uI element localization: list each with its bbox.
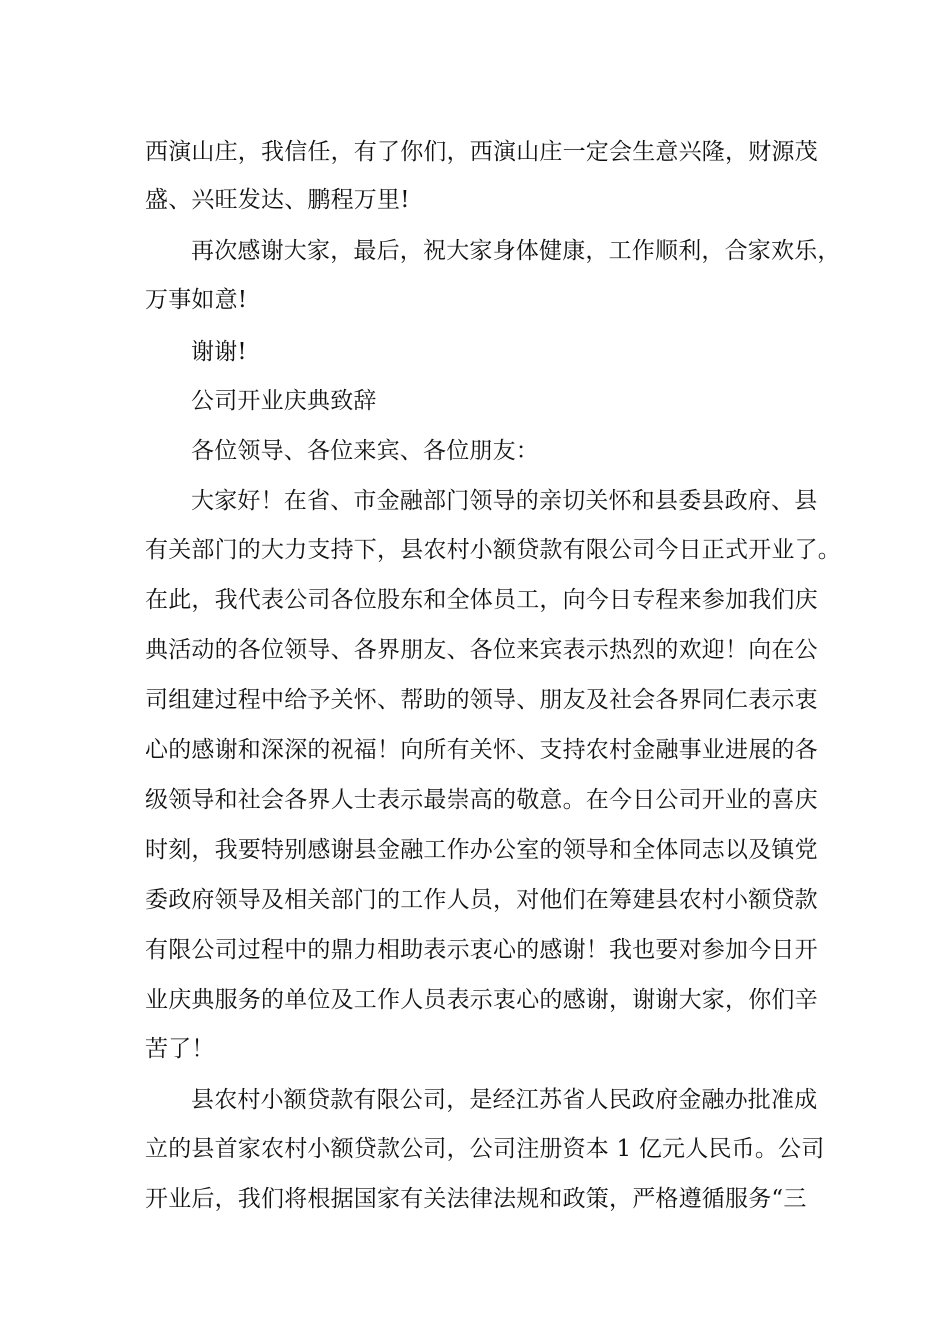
paragraph-first-line: 再次感谢大家，最后，祝大家身体健康，工作顺利，合家欢乐， (191, 238, 841, 264)
text-line: 盛、兴旺发达、鹏程万里! (145, 187, 410, 213)
closing-thanks: 谢谢! (191, 339, 247, 365)
text-line: 苦了！ (145, 1036, 215, 1062)
text-line: 心的感谢和深深的祝福！向所有关怀、支持农村金融事业进展的各 (145, 737, 818, 763)
section-title: 公司开业庆典致辞 (191, 388, 377, 414)
text-line: 开业后，我们将根据国家有关法律法规和政策，严格遵循服务“三 (145, 1186, 807, 1212)
text-line: 司组建过程中给予关怀、帮助的领导、朋友及社会各界同仁表示衷 (145, 687, 818, 713)
paragraph-first-line: 大家好！在省、市金融部门领导的亲切关怀和县委县政府、县 (191, 488, 818, 514)
salutation: 各位领导、各位来宾、各位朋友： (191, 438, 539, 464)
paragraph-first-line: 县农村小额贷款有限公司，是经江苏省人民政府金融办批准成 (191, 1087, 818, 1113)
text-line: 业庆典服务的单位及工作人员表示衷心的感谢，谢谢大家，你们辛 (145, 987, 818, 1013)
text-line: 典活动的各位领导、各界朋友、各位来宾表示热烈的欢迎！向在公 (145, 637, 818, 663)
text-line: 立的县首家农村小额贷款公司，公司注册资本 1 亿元人民币。公司 (145, 1136, 825, 1162)
text-line: 西演山庄，我信任，有了你们，西演山庄一定会生意兴隆，财源茂 (145, 139, 818, 165)
text-line: 在此，我代表公司各位股东和全体员工，向今日专程来参加我们庆 (145, 587, 818, 613)
text-line: 时刻，我要特别感谢县金融工作办公室的领导和全体同志以及镇党 (145, 837, 818, 863)
text-line: 有关部门的大力支持下，县农村小额贷款有限公司今日正式开业了。 (145, 537, 841, 563)
text-line: 委政府领导及相关部门的工作人员，对他们在筹建县农村小额贷款 (145, 887, 818, 913)
text-line: 有限公司过程中的鼎力相助表示衷心的感谢！我也要对参加今日开 (145, 937, 818, 963)
text-line: 万事如意! (145, 287, 248, 313)
text-line: 级领导和社会各界人士表示最崇高的敬意。在今日公司开业的喜庆 (145, 787, 818, 813)
